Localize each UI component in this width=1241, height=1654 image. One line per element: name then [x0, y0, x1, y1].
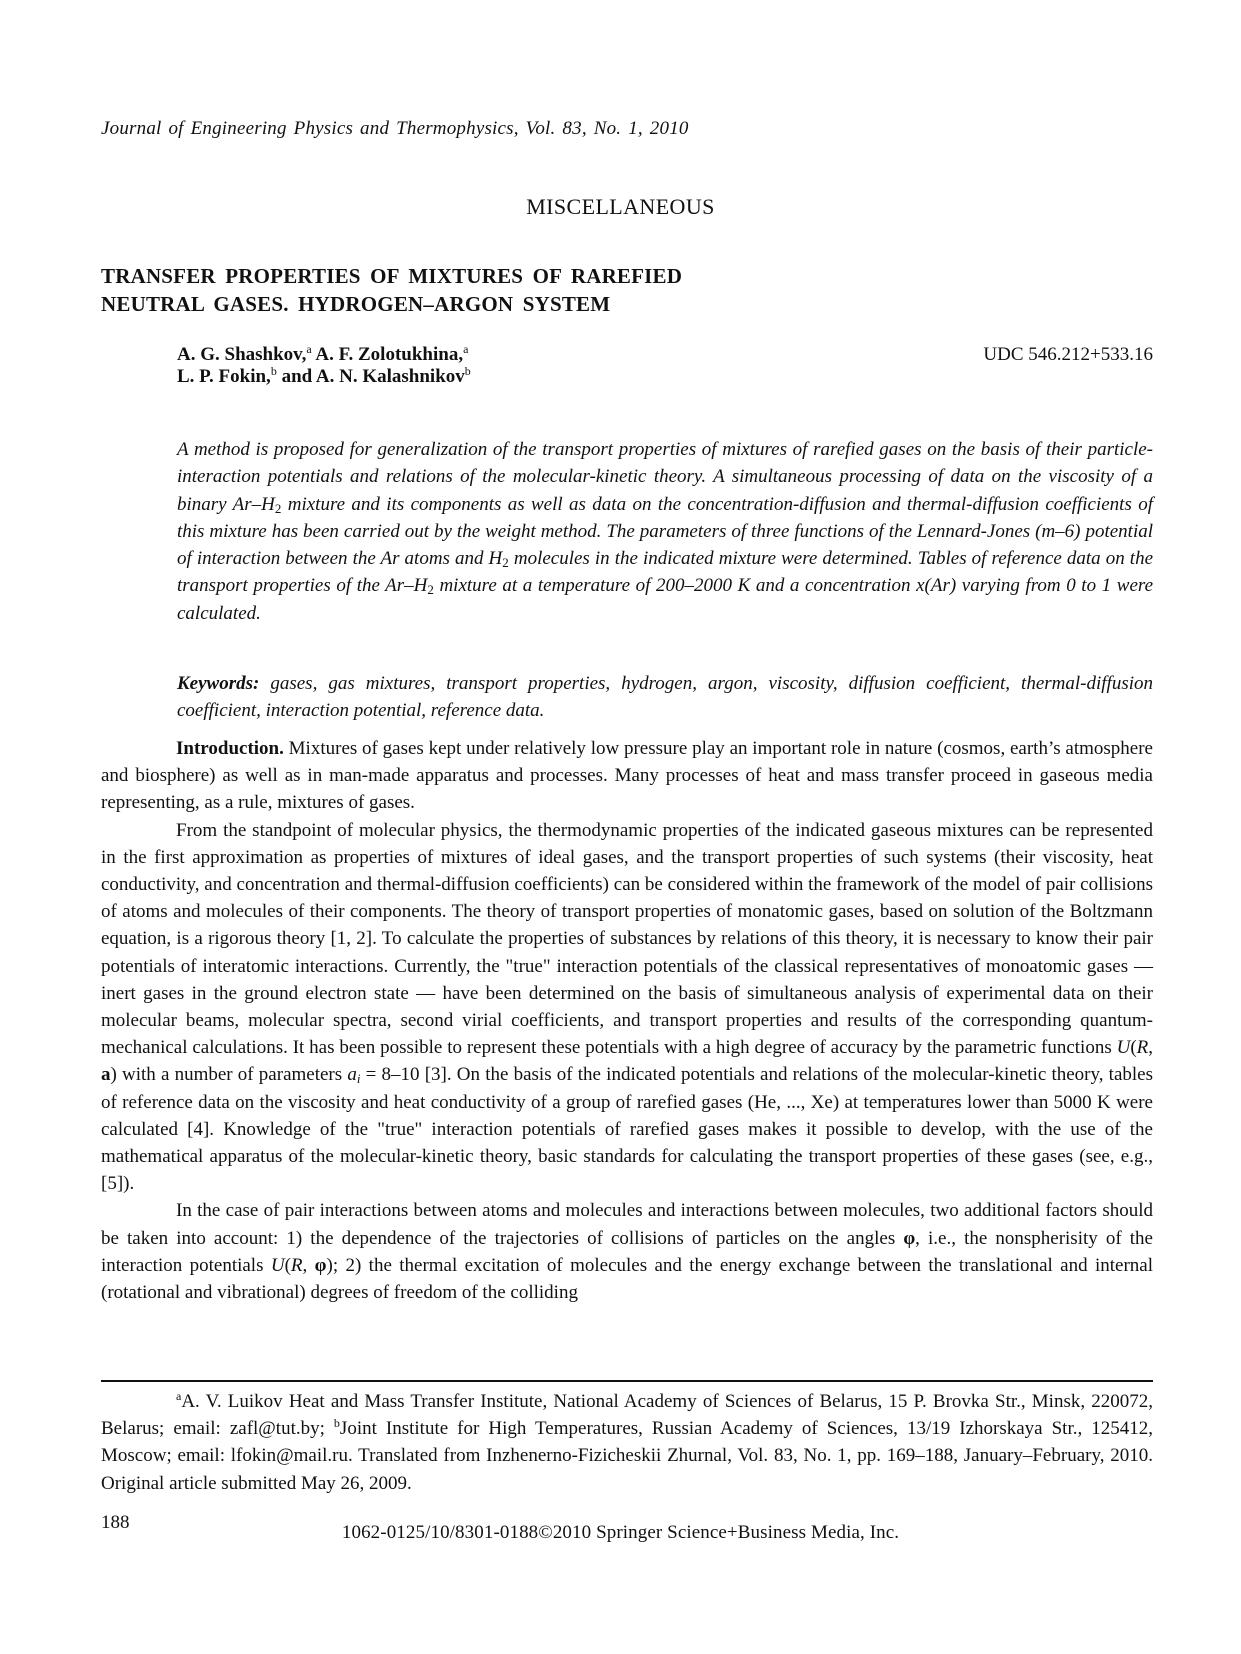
article-title [101, 262, 682, 318]
abstract-text: mixture and its components as well as data on the concentration-diffusion and thermal-diffusion coefficients of this mixture has been carried out by the weight method. The parameters of three functions of the Lennard-Jones (m–6) potential of interaction between the Ar atoms and H [177, 493, 1153, 570]
keywords-text: gases, gas mixtures, transport properties, hydrogen, argon, viscosity, diffusion coefficient, thermal-diffusion coefficient, interaction potential, reference data. [177, 673, 1153, 722]
title-line-1: TRANSFER PROPERTIES OF MIXTURES OF RAREFIED [101, 264, 683, 288]
math-punct: , [302, 1254, 315, 1276]
math-symbol: R [290, 1254, 303, 1276]
author-shashkov: A. G. Shashkov, [177, 344, 307, 365]
udc-code: UDC 546.212+533.16 [983, 344, 1153, 365]
math-punct: ( [284, 1254, 291, 1276]
affiliation-mark: b [333, 1416, 340, 1431]
subscript: 2 [427, 582, 434, 598]
paragraph-text: = 8–10 [3]. On the basis of the indicated potentials and relations of the molecular-kinetic theory, tables of reference data on the viscosity and heat conductivity of a group of rarefied gases (He, ..., Xe) at temperatures lower than 5000 K were calculated [4]. Knowledge of the "true" interaction potentials of rarefied gases makes it possible to develop, with the use of the mathematical apparatus of the molecular-kinetic theory, basic standards for calculating the transport properties of these gases (see, e.g., [5]). [101, 1064, 1153, 1195]
footnote-divider [101, 1380, 1153, 1382]
math-symbol: U [1116, 1037, 1131, 1059]
abstract-text: molecules in the indicated mixture were determined. Tables of reference data on the transport properties of the Ar–H [177, 548, 1153, 597]
affiliation-mark: a [306, 342, 312, 356]
copyright-line: 1062-0125/10/8301-0188©2010 Springer Science+Business Media, Inc. [341, 1522, 900, 1543]
affiliations-footnote [101, 1388, 1153, 1497]
author-zolotukhina: A. F. Zolotukhina, [311, 344, 464, 365]
affiliation-mark: a [463, 342, 469, 356]
paragraph-molecular-physics [101, 817, 1153, 1198]
paragraph-pair-interactions [101, 1197, 1153, 1306]
affiliation-mark: b [464, 364, 471, 378]
footnote-text: Joint Institute for High Temperatures, Russian Academy of Sciences, 13/19 Izhorskaya Str., 125412, Moscow; email: lfokin@mail.ru. Translated from Inzhenerno-Fizicheskii Zhurnal, Vol. 83, No. 1, pp. 169–188, January–February, 2010. Original article submitted May 26, 2009. [101, 1418, 1154, 1494]
math-symbol: φ [903, 1227, 916, 1249]
paragraph-text: In the case of pair interactions between atoms and molecules and interactions between molecules, two additional factors should be taken into account: 1) the dependence of the trajectories of collisions of particles on the angles [101, 1200, 1153, 1249]
subscript: 2 [502, 555, 509, 571]
paragraph-text: From the standpoint of molecular physics, the thermodynamic properties of the indicated gaseous mixtures can be represented in the first approximation as properties of mixtures of ideal gases, and the transport properties of such systems (their viscosity, heat conductivity, and concentration and thermal-diffusion coefficients) can be considered within the framework of the model of pair collisions of atoms and molecules of their components. The theory of transport properties of monatomic gases, based on solution of the Boltzmann equation, is a rigorous theory [1, 2]. To calculate the properties of substances by relations of this theory, it is necessary to know their pair potentials of interatomic interactions. Currently, the "true" interaction potentials of the classical representatives of monoatomic gases — inert gases in the ground electron state — have been determined on the basis of simultaneous analysis of experimental data on their molecular beams, molecular spectra, second virial coefficients, and transport properties and results of the corresponding quantum-mechanical calculations. It has been possible to represent these potentials with a high degree of accuracy by the parametric functions [101, 819, 1153, 1059]
keywords [177, 670, 1153, 725]
math-punct: ( [1130, 1037, 1137, 1059]
author-line-2 [177, 366, 471, 388]
math-symbol: R [1136, 1037, 1149, 1059]
math-symbol: φ [314, 1254, 327, 1276]
keywords-label: Keywords: [177, 673, 260, 694]
author-fokin: L. P. Fokin, [177, 366, 271, 387]
math-symbol: U [270, 1254, 285, 1276]
subscript: 2 [274, 500, 282, 516]
article-body [101, 735, 1153, 1306]
page-number: 188 [101, 1512, 130, 1533]
math-vector: a [101, 1064, 111, 1086]
paragraph-text: Mixtures of gases kept under relatively low pressure play an important role in nature (cosmos, earth’s atmosphere and biosphere) as well as in man-made apparatus and processes. Many processes of heat and mass transfer proceed in gaseous media representing, as a rule, mixtures of gases. [101, 738, 1153, 814]
math-punct: , [1148, 1037, 1153, 1059]
paragraph-text: ) with a number of parameters [110, 1064, 348, 1086]
journal-citation: Journal of Engineering Physics and Thermophysics, Vol. 83, No. 1, 2010 [101, 118, 689, 139]
section-heading: MISCELLANEOUS [526, 194, 715, 219]
paragraph-text: ); 2) the thermal excitation of molecules and the energy exchange between the translational and internal (rotational and vibrational) degrees of freedom of the colliding [101, 1254, 1154, 1304]
footnote-text: A. V. Luikov Heat and Mass Transfer Institute, National Academy of Sciences of Belarus, 15 P. Brovka Str., Minsk, 220072, Belarus; email: zafl@tut.by; [101, 1391, 1153, 1440]
abstract-text: mixture at a temperature of 200–2000 K and a concentration x(Ar) varying from 0 to 1 were calculated. [177, 575, 1153, 624]
affiliation-mark: b [270, 364, 277, 378]
affiliation-mark: a [176, 1389, 182, 1403]
abstract [177, 436, 1153, 627]
introduction-heading: Introduction. [176, 738, 284, 759]
paragraph-introduction [101, 735, 1153, 817]
math-subscript: i [356, 1071, 361, 1087]
author-line-1 [177, 344, 471, 366]
abstract-text: A method is proposed for generalization of the transport properties of mixtures of rarefied gases on the basis of their particle-interaction potentials and relations of the molecular-kinetic theory. A simultaneous processing of data on the viscosity of a binary Ar–H [177, 439, 1153, 515]
math-symbol: a [347, 1064, 357, 1086]
author-kalashnikov: and A. N. Kalashnikov [276, 366, 465, 387]
title-line-2: NEUTRAL GASES. HYDROGEN–ARGON SYSTEM [101, 292, 611, 316]
author-list [177, 344, 471, 388]
paragraph-text: , i.e., the nonspherisity of the interaction potentials [101, 1227, 1153, 1276]
